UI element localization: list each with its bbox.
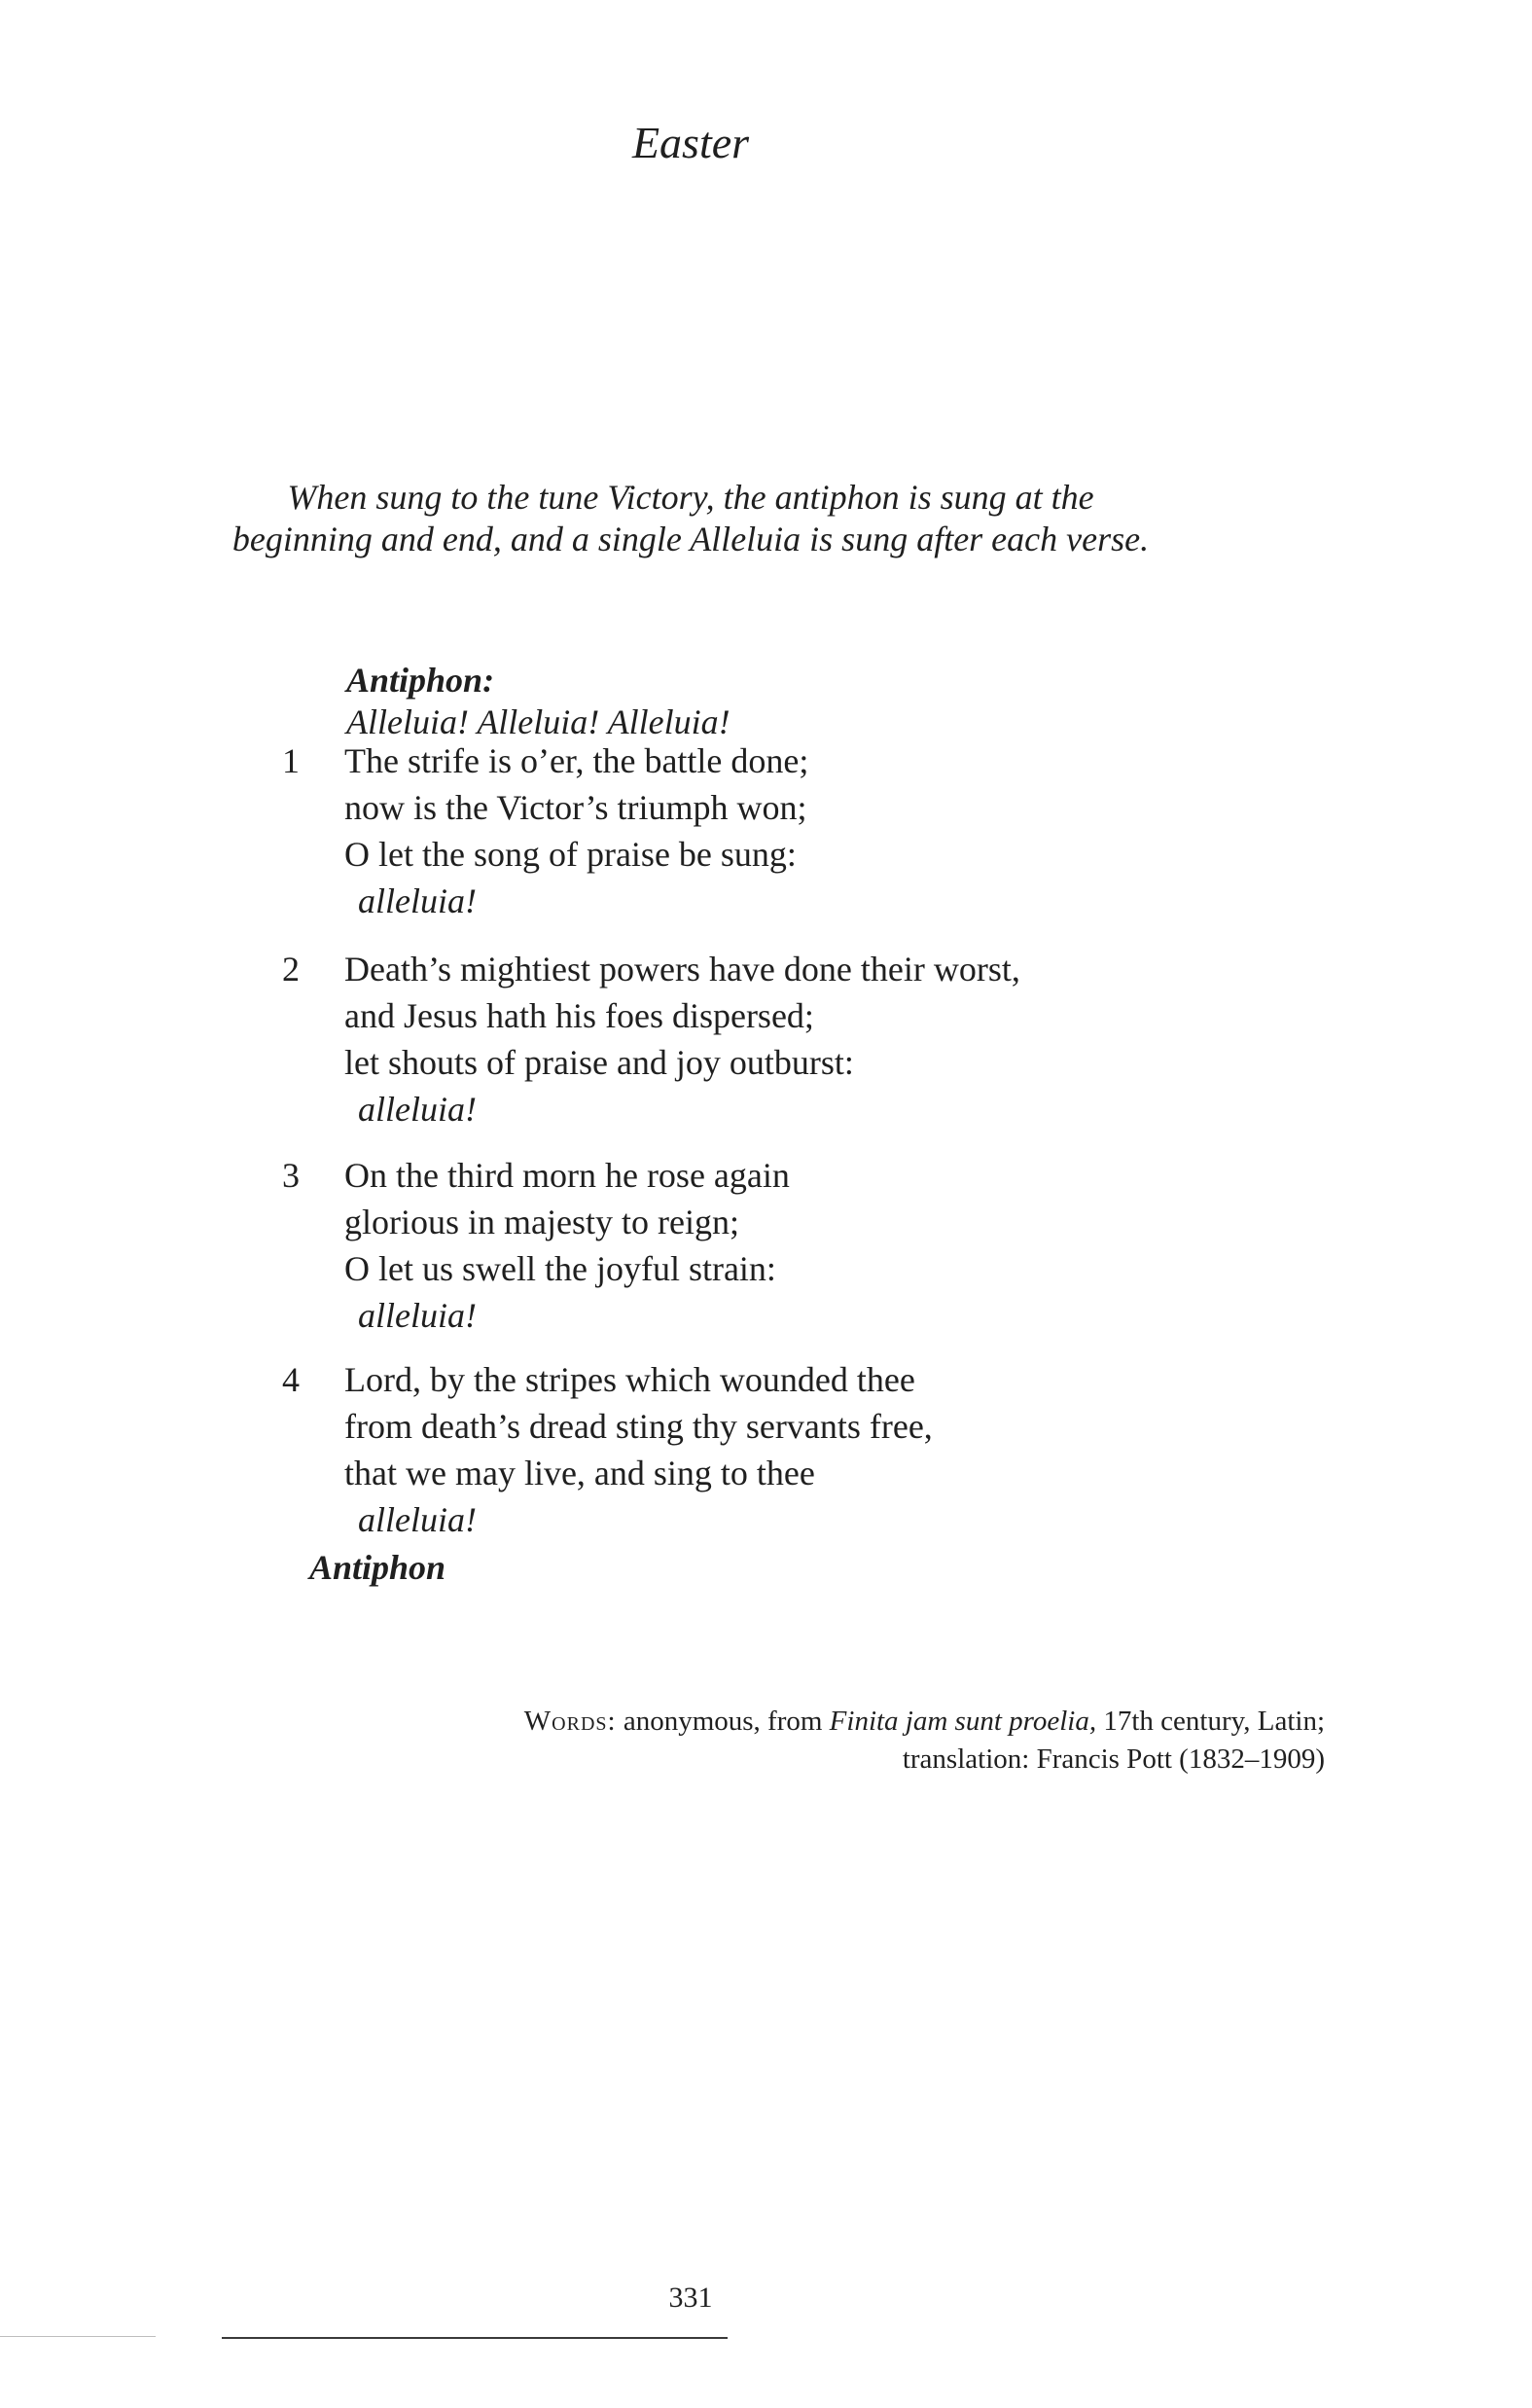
verse-number: 3 <box>282 1156 300 1195</box>
words-label: Words: <box>523 1706 617 1737</box>
verse-lines <box>344 737 808 924</box>
verse-line: that we may live, and sing to thee <box>344 1454 815 1492</box>
antiphon-label: Antiphon: <box>346 661 495 700</box>
closing-antiphon: Antiphon <box>309 1548 446 1587</box>
page-number: 331 <box>668 2282 713 2314</box>
verse-line: Death’s mightiest powers have done their worst, <box>344 950 1020 988</box>
words-credit <box>524 1703 1325 1779</box>
credit-line-1 <box>524 1703 1325 1741</box>
footer-divider-faint <box>0 2336 156 2337</box>
antiphon-block <box>346 660 730 743</box>
verse-line: The strife is o’er, the battle done; <box>344 741 809 780</box>
verse-line: and Jesus hath his foes dispersed; <box>344 996 814 1035</box>
page-title: Easter <box>631 118 750 167</box>
source-title: Finita jam sunt proelia, <box>829 1706 1097 1737</box>
verse-refrain: alleluia! <box>358 881 477 920</box>
verse-refrain: alleluia! <box>358 1090 477 1129</box>
verse-refrain: alleluia! <box>358 1296 477 1335</box>
words-post: 17th century, Latin; <box>1103 1706 1325 1737</box>
verse-number: 4 <box>282 1360 300 1399</box>
antiphon-text: Alleluia! Alleluia! Alleluia! <box>346 702 730 742</box>
translation-credit: translation: Francis Pott (1832–1909) <box>902 1743 1325 1776</box>
rubric-line-2: beginning and end, and a single Alleluia is sung after each verse. <box>232 520 1150 559</box>
verse-number: 2 <box>282 950 300 988</box>
verse-number: 1 <box>282 741 300 780</box>
verse-line: from death’s dread sting thy servants free, <box>344 1407 933 1446</box>
verse-line: now is the Victor’s triumph won; <box>344 788 807 827</box>
verse-line: On the third morn he rose again <box>344 1156 790 1195</box>
verse-line: O let us swell the joyful strain: <box>344 1249 776 1288</box>
verse-line: O let the song of praise be sung: <box>344 835 797 874</box>
verse-line: let shouts of praise and joy outburst: <box>344 1043 854 1082</box>
verse-refrain: alleluia! <box>358 1500 477 1539</box>
verse-lines <box>344 946 1020 1132</box>
rubric-note <box>0 477 1381 560</box>
verse-lines <box>344 1356 933 1543</box>
words-pre: anonymous, from <box>623 1706 823 1737</box>
verse-line: Lord, by the stripes which wounded thee <box>344 1360 915 1399</box>
verse-line: glorious in majesty to reign; <box>344 1203 739 1241</box>
rubric-line-1: When sung to the tune Victory, the antiphon is sung at the <box>287 478 1094 517</box>
verse-lines <box>344 1152 790 1339</box>
footer-divider <box>222 2337 728 2339</box>
